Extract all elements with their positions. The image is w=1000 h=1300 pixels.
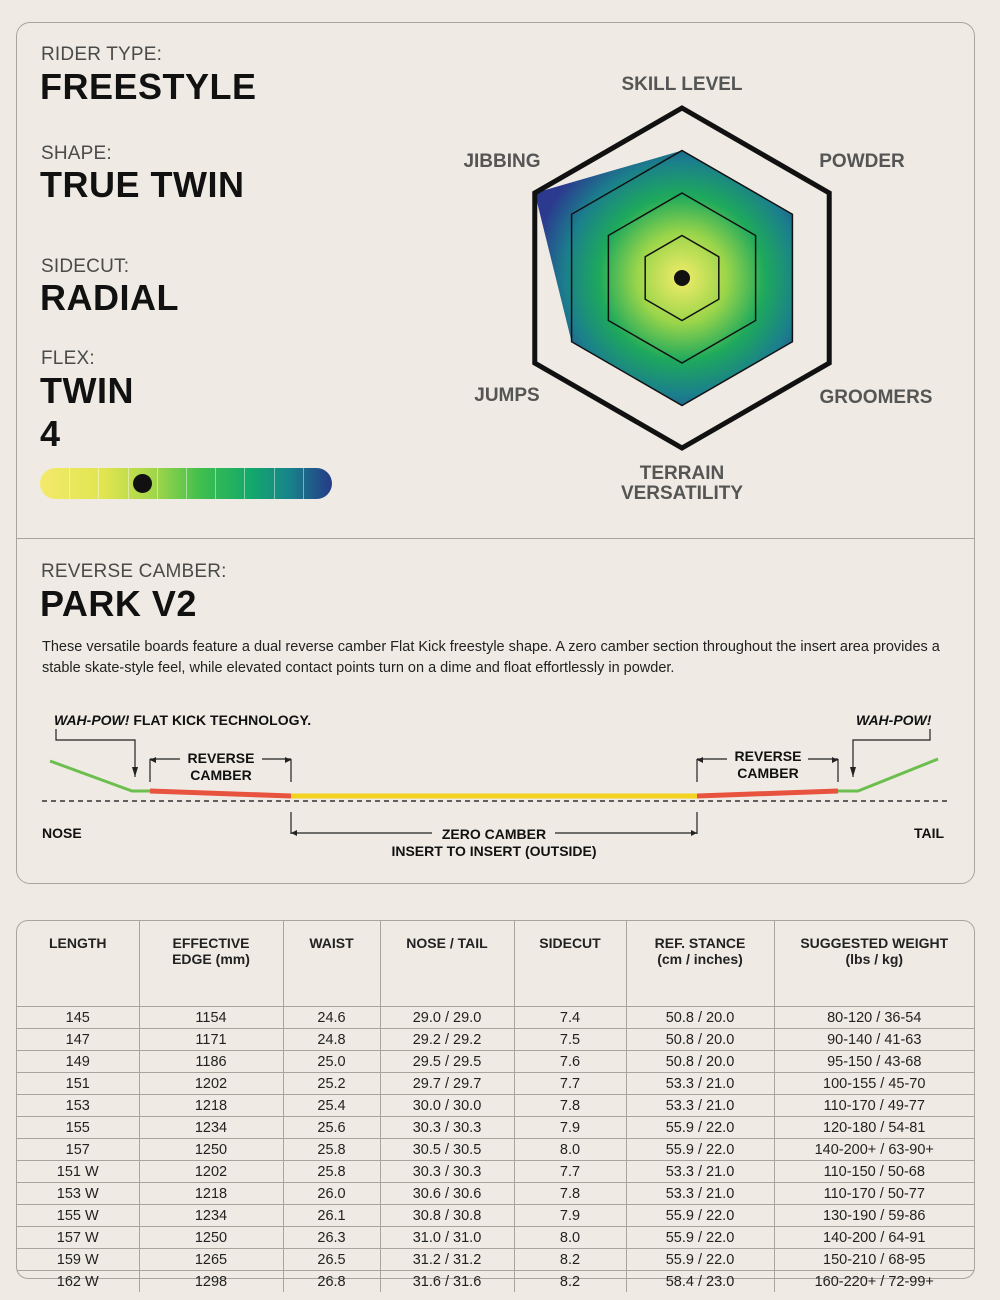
table-cell: 1298 <box>139 1271 283 1293</box>
table-cell: 145 <box>17 1007 139 1029</box>
table-cell: 25.6 <box>283 1117 380 1139</box>
table-cell: 7.4 <box>514 1007 626 1029</box>
table-cell: 1234 <box>139 1205 283 1227</box>
table-cell: 1218 <box>139 1095 283 1117</box>
table-cell: 7.8 <box>514 1183 626 1205</box>
table-cell: 55.9 / 22.0 <box>626 1205 774 1227</box>
left-reverse-l2: CAMBER <box>190 767 252 783</box>
zero-camber-l2: INSERT TO INSERT (OUTSIDE) <box>391 843 597 859</box>
table-cell: 7.7 <box>514 1073 626 1095</box>
table-cell: 7.9 <box>514 1117 626 1139</box>
table-cell: 53.3 / 21.0 <box>626 1161 774 1183</box>
table-cell: 157 W <box>17 1227 139 1249</box>
radar-label-jibbing: JIBBING <box>463 151 541 172</box>
table-cell: 26.8 <box>283 1271 380 1293</box>
table-cell: 26.0 <box>283 1183 380 1205</box>
table-cell: 24.6 <box>283 1007 380 1029</box>
table-cell: 157 <box>17 1139 139 1161</box>
table-cell: 53.3 / 21.0 <box>626 1095 774 1117</box>
flex-rating: 4 <box>40 413 61 454</box>
table-cell: 25.4 <box>283 1095 380 1117</box>
right-tech-leader <box>853 729 930 777</box>
table-cell: 53.3 / 21.0 <box>626 1073 774 1095</box>
camber-label: REVERSE CAMBER: <box>41 561 227 582</box>
left-tech-leader <box>56 729 135 777</box>
table-cell: 30.5 / 30.5 <box>380 1139 514 1161</box>
radar-label-skill-level: SKILL LEVEL <box>621 74 743 95</box>
column-header: NOSE / TAIL <box>380 921 514 1007</box>
table-row <box>17 1073 974 1095</box>
right-reverse-camber-label <box>717 748 819 782</box>
table-cell: 120-180 / 54-81 <box>774 1117 974 1139</box>
table-cell: 159 W <box>17 1249 139 1271</box>
table-cell: 30.3 / 30.3 <box>380 1117 514 1139</box>
column-header: EFFECTIVE EDGE (mm) <box>139 921 283 1007</box>
camber-value: PARK V2 <box>40 583 197 624</box>
table-cell: 29.5 / 29.5 <box>380 1051 514 1073</box>
radar-label-terrain-versatility: TERRAIN VERSATILITY <box>620 463 744 504</box>
table-cell: 110-150 / 50-68 <box>774 1161 974 1183</box>
table-cell: 30.8 / 30.8 <box>380 1205 514 1227</box>
sidecut-label: SIDECUT: <box>41 256 130 277</box>
table-cell: 31.6 / 31.6 <box>380 1271 514 1293</box>
table-cell: 130-190 / 59-86 <box>774 1205 974 1227</box>
table-cell: 31.2 / 31.2 <box>380 1249 514 1271</box>
table-cell: 55.9 / 22.0 <box>626 1227 774 1249</box>
table-row <box>17 1139 974 1161</box>
table-cell: 1186 <box>139 1051 283 1073</box>
table-cell: 1234 <box>139 1117 283 1139</box>
table-cell: 31.0 / 31.0 <box>380 1227 514 1249</box>
spec-table-header <box>17 921 974 1007</box>
table-cell: 24.8 <box>283 1029 380 1051</box>
left-reverse-l1: REVERSE <box>187 750 255 766</box>
table-cell: 53.3 / 21.0 <box>626 1183 774 1205</box>
table-cell: 147 <box>17 1029 139 1051</box>
tail-label: TAIL <box>914 825 945 841</box>
column-header: WAIST <box>283 921 380 1007</box>
table-cell: 50.8 / 20.0 <box>626 1007 774 1029</box>
left-tech-text: FLAT KICK TECHNOLOGY. <box>129 712 312 728</box>
radar-label-jumps: JUMPS <box>474 385 540 406</box>
sidecut-value: RADIAL <box>40 277 179 318</box>
right-reverse-l2: CAMBER <box>737 765 799 781</box>
table-cell: 55.9 / 22.0 <box>626 1139 774 1161</box>
table-cell: 110-170 / 49-77 <box>774 1095 974 1117</box>
table-cell: 26.3 <box>283 1227 380 1249</box>
table-cell: 151 <box>17 1073 139 1095</box>
left-reverse-camber-label <box>170 750 272 784</box>
column-header: SIDECUT <box>514 921 626 1007</box>
table-row <box>17 1227 974 1249</box>
rider-type-value: FREESTYLE <box>40 66 257 107</box>
nose-label: NOSE <box>42 825 82 841</box>
table-cell: 1250 <box>139 1227 283 1249</box>
table-cell: 25.8 <box>283 1161 380 1183</box>
table-cell: 29.2 / 29.2 <box>380 1029 514 1051</box>
table-cell: 100-155 / 45-70 <box>774 1073 974 1095</box>
table-row <box>17 1161 974 1183</box>
table-cell: 8.2 <box>514 1249 626 1271</box>
table-cell: 153 W <box>17 1183 139 1205</box>
flex-label: FLEX: <box>41 348 95 369</box>
right-tech-label: WAH-POW! <box>856 712 932 728</box>
zero-camber-l1: ZERO CAMBER <box>441 826 547 842</box>
table-cell: 155 <box>17 1117 139 1139</box>
radar-label-groomers: GROOMERS <box>819 387 933 408</box>
tail-reverse-camber-line <box>697 791 838 796</box>
left-tech-label <box>54 712 311 728</box>
spec-table <box>17 921 974 1292</box>
table-cell: 26.1 <box>283 1205 380 1227</box>
table-cell: 29.7 / 29.7 <box>380 1073 514 1095</box>
table-row <box>17 1007 974 1029</box>
table-row <box>17 1249 974 1271</box>
table-cell: 30.0 / 30.0 <box>380 1095 514 1117</box>
column-header: REF. STANCE (cm / inches) <box>626 921 774 1007</box>
table-row <box>17 1205 974 1227</box>
table-cell: 25.0 <box>283 1051 380 1073</box>
table-cell: 30.6 / 30.6 <box>380 1183 514 1205</box>
table-cell: 155 W <box>17 1205 139 1227</box>
table-cell: 25.2 <box>283 1073 380 1095</box>
column-header: LENGTH <box>17 921 139 1007</box>
shape-label: SHAPE: <box>41 143 112 164</box>
table-cell: 140-200+ / 63-90+ <box>774 1139 974 1161</box>
table-cell: 7.7 <box>514 1161 626 1183</box>
table-cell: 50.8 / 20.0 <box>626 1029 774 1051</box>
rider-type-label: RIDER TYPE: <box>41 44 163 65</box>
table-cell: 8.0 <box>514 1139 626 1161</box>
table-cell: 7.8 <box>514 1095 626 1117</box>
table-cell: 90-140 / 41-63 <box>774 1029 974 1051</box>
camber-description: These versatile boards feature a dual reverse camber Flat Kick freestyle shape. A zero camber section throughout the insert area provides a stable skate-style feel, while elevated contact points turn on a dime and float effortlessly in powder. <box>42 639 940 676</box>
table-row <box>17 1117 974 1139</box>
column-header: SUGGESTED WEIGHT (lbs / kg) <box>774 921 974 1007</box>
table-cell: 150-210 / 68-95 <box>774 1249 974 1271</box>
table-cell: 8.2 <box>514 1271 626 1293</box>
table-cell: 7.5 <box>514 1029 626 1051</box>
table-cell: 58.4 / 23.0 <box>626 1271 774 1293</box>
table-cell: 162 W <box>56 1273 99 1290</box>
spec-table-card <box>16 920 975 1290</box>
zero-camber-label <box>374 826 614 860</box>
table-cell: 160-220+ / 72-99+ <box>774 1271 974 1293</box>
table-cell: 1202 <box>139 1161 283 1183</box>
table-cell: 50.8 / 20.0 <box>626 1051 774 1073</box>
table-row <box>17 1095 974 1117</box>
table-cell: 151 W <box>17 1161 139 1183</box>
table-cell: 30.3 / 30.3 <box>380 1161 514 1183</box>
table-cell: 26.5 <box>283 1249 380 1271</box>
table-cell: 7.9 <box>514 1205 626 1227</box>
table-cell: 55.9 / 22.0 <box>626 1117 774 1139</box>
table-cell: 29.0 / 29.0 <box>380 1007 514 1029</box>
table-cell: 55.9 / 22.0 <box>626 1249 774 1271</box>
table-cell: 149 <box>17 1051 139 1073</box>
table-cell: 1154 <box>139 1007 283 1029</box>
table-cell: 1250 <box>139 1139 283 1161</box>
table-cell: 1265 <box>139 1249 283 1271</box>
table-cell: 8.0 <box>514 1227 626 1249</box>
table-cell: 1171 <box>139 1029 283 1051</box>
table-row <box>17 1183 974 1205</box>
table-cell: 1218 <box>139 1183 283 1205</box>
table-cell: 1202 <box>139 1073 283 1095</box>
table-cell: 95-150 / 43-68 <box>774 1051 974 1073</box>
table-cell: 153 <box>17 1095 139 1117</box>
table-row <box>17 1029 974 1051</box>
right-reverse-l1: REVERSE <box>734 748 802 764</box>
table-row <box>17 1051 974 1073</box>
table-row <box>17 1271 974 1293</box>
radar-label-powder: POWDER <box>819 151 905 172</box>
left-tech-brand: WAH-POW! <box>54 712 130 728</box>
table-cell: 7.6 <box>514 1051 626 1073</box>
shape-value: TRUE TWIN <box>40 164 245 205</box>
table-cell: 110-170 / 50-77 <box>774 1183 974 1205</box>
flex-value: TWIN <box>40 370 134 411</box>
table-cell: 80-120 / 36-54 <box>774 1007 974 1029</box>
table-cell: 25.8 <box>283 1139 380 1161</box>
nose-reverse-camber-line <box>150 791 291 796</box>
table-cell: 140-200 / 64-91 <box>774 1227 974 1249</box>
